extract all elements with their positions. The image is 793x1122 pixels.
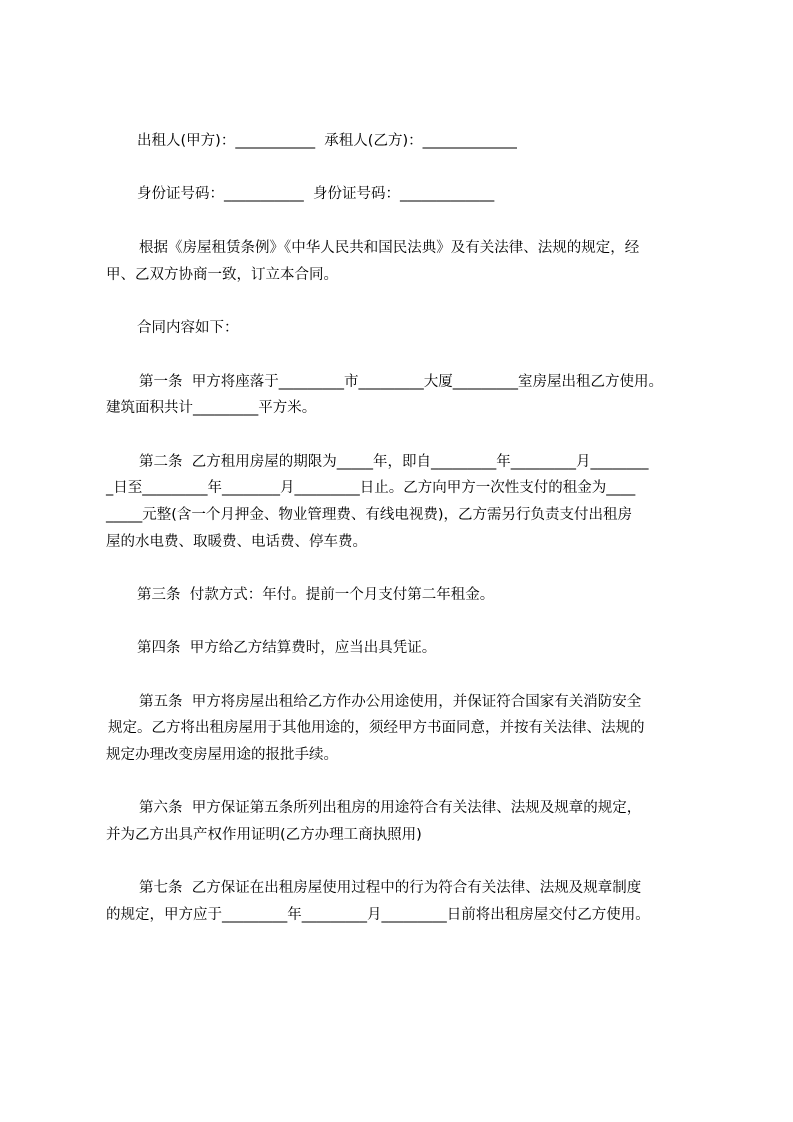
article1-line-2: 建筑面积共计_________平方米。 xyxy=(106,400,317,416)
article5-line-2: 规定。乙方将出租房屋用于其他用途的，须经甲方书面同意，并按有关法律、法规的 xyxy=(108,720,645,736)
intro-line-1: 根据《房屋租赁条例》《中华人民共和国民法典》及有关法律、法规的规定，经 xyxy=(139,240,640,256)
article5-line-3: 规定办理改变房屋用途的报批手续。 xyxy=(106,747,338,763)
party-line: 出租人(甲方)：___________ 承租人(乙方)：_____________ xyxy=(137,133,517,149)
id-number-line: 身份证号码：___________ 身份证号码：_____________ xyxy=(137,186,495,202)
article1-line-1: 第一条 甲方将座落于_________市_________大厦_________室房屋出租乙方使用。 xyxy=(139,374,663,390)
article5-line-1: 第五条 甲方将房屋出租给乙方作办公用途使用，并保证符合国家有关消防安全 xyxy=(139,694,642,710)
contents-heading: 合同内容如下： xyxy=(137,320,239,336)
article2-line-1: 第二条 乙方租用房屋的期限为_____年，即自_________年_________月________ xyxy=(139,454,649,470)
article2-line-2: _日至_________年________月_________日止。乙方向甲方一次性支付的租金为____ xyxy=(106,480,636,496)
article4: 第四条 甲方给乙方结算费时，应当出具凭证。 xyxy=(137,640,437,656)
article7-line-2: 的规定，甲方应于_________年_________月_________日前将出租房屋交付乙方使用。 xyxy=(106,907,650,923)
article7-line-1: 第七条 乙方保证在出租房屋使用过程中的行为符合有关法律、法规及规章制度 xyxy=(139,880,642,896)
article2-line-3: _____元整(含一个月押金、物业管理费、有线电视费)，乙方需另行负责支付出租房 xyxy=(106,507,633,523)
article6-line-2: 并为乙方出具产权作用证明(乙方办理工商执照用) xyxy=(106,827,422,843)
intro-line-2: 甲、乙双方协商一致，订立本合同。 xyxy=(106,267,338,283)
article2-line-4: 屋的水电费、取暖费、电话费、停车费。 xyxy=(106,534,367,550)
article6-line-1: 第六条 甲方保证第五条所列出租房的用途符合有关法律、法规及规章的规定， xyxy=(139,800,642,816)
article3: 第三条 付款方式：年付。提前一个月支付第二年租金。 xyxy=(137,587,495,603)
